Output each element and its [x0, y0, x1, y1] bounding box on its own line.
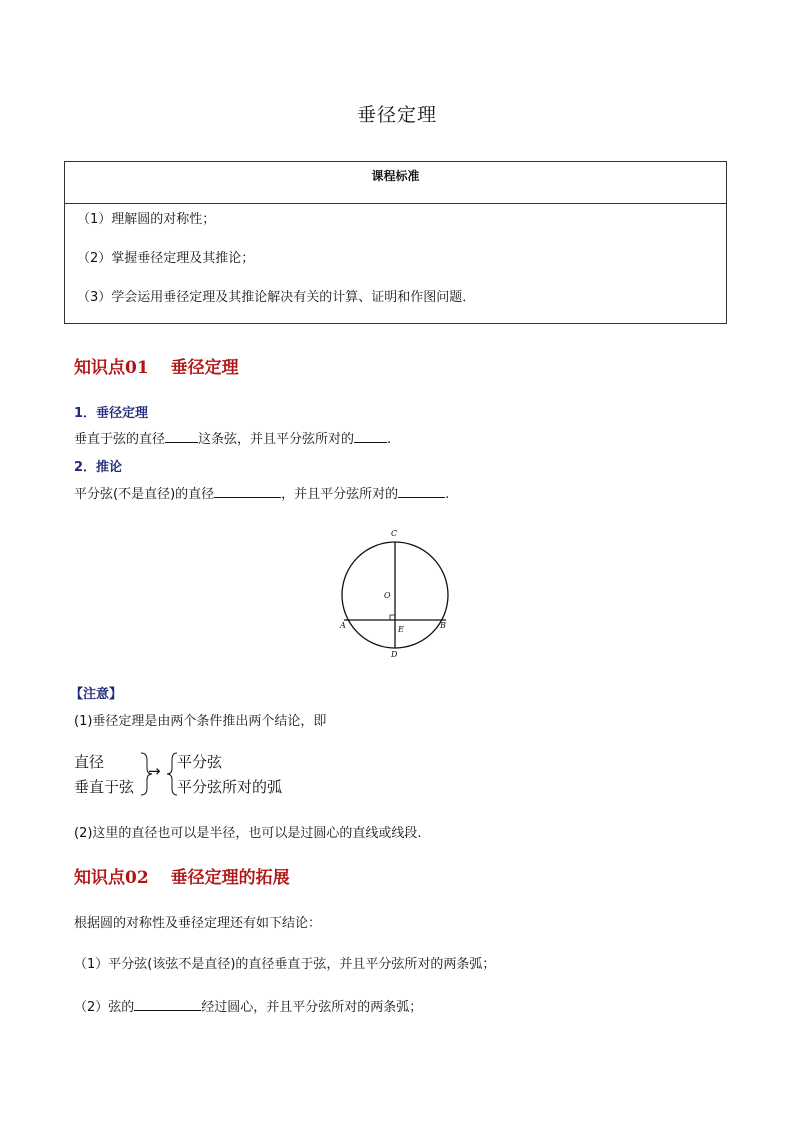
knowledge-point-1-title: [74, 353, 239, 378]
course-standards-table: [64, 161, 727, 324]
label-d: D: [391, 650, 398, 659]
note-line-2: (2)这里的直径也可以是半径，也可以是过圆心的直线或线段.: [74, 826, 422, 841]
knowledge-point-2-title: [74, 863, 290, 888]
corollary-statement: [74, 483, 449, 502]
corollary-text-part-2: ，并且平分弦所对的: [281, 487, 399, 502]
circle-diagram: [330, 524, 460, 664]
result-bisect-chord: 平分弦: [177, 753, 223, 771]
blank-5: [134, 998, 201, 1011]
knowledge-point-1-number: 知识点01: [74, 358, 149, 378]
result-bisect-arc: 平分弦所对的弧: [177, 778, 283, 796]
extension-item-2-part-2: 经过圆心，并且平分弦所对的两条弧；: [201, 1000, 423, 1015]
theorem-text-part-1: 垂直于弦的直径: [74, 432, 166, 447]
note-line-1: (1)垂径定理是由两个条件推出两个结论，即: [74, 714, 327, 729]
theorem-text-part-2: 这条弦，并且平分弦所对的: [198, 432, 355, 447]
theorem-heading: 1．垂径定理: [74, 406, 149, 421]
knowledge-point-2-number: 知识点02: [74, 868, 149, 888]
page-title: 垂径定理: [356, 104, 437, 126]
right-angle-mark: [390, 615, 395, 620]
corollary-text-part-1: 平分弦(不是直径)的直径: [74, 487, 215, 502]
standard-item-3: （3）学会运用垂径定理及其推论解决有关的计算、证明和作图问题．: [77, 290, 476, 305]
course-standards-header: 课程标准: [65, 162, 726, 204]
note-heading: 【注意】: [70, 687, 123, 702]
label-c: C: [391, 529, 398, 538]
label-a: A: [340, 621, 346, 630]
blank-3: [214, 485, 281, 498]
extension-item-2: [74, 996, 422, 1015]
left-brace: [167, 753, 177, 795]
blank-1: [165, 430, 198, 443]
standard-item-1: （1）理解圆的对称性；: [77, 212, 216, 227]
label-o: O: [384, 591, 391, 600]
extension-item-2-part-1: （2）弦的: [74, 1000, 135, 1015]
theorem-text-part-3: .: [387, 432, 392, 447]
knowledge-point-2-name: 垂径定理的拓展: [170, 868, 290, 888]
extension-intro: 根据圆的对称性及垂径定理还有如下结论：: [74, 916, 322, 931]
extension-item-1: （1）平分弦(该弦不是直径)的直径垂直于弦，并且平分弦所对的两条弧；: [74, 957, 496, 972]
knowledge-point-1-name: 垂径定理: [170, 358, 239, 378]
corollary-heading: 2．推论: [74, 460, 123, 475]
blank-2: [354, 430, 387, 443]
theorem-statement: [74, 428, 391, 447]
standard-item-2: （2）掌握垂径定理及其推论；: [77, 251, 255, 266]
blank-4: [398, 485, 445, 498]
condition-diameter: 直径: [74, 753, 105, 771]
condition-perpendicular: 垂直于弦: [74, 778, 135, 796]
label-b: B: [440, 621, 446, 630]
implication-arrow: →: [148, 762, 161, 780]
corollary-text-part-3: .: [445, 487, 450, 502]
label-e: E: [398, 625, 404, 634]
